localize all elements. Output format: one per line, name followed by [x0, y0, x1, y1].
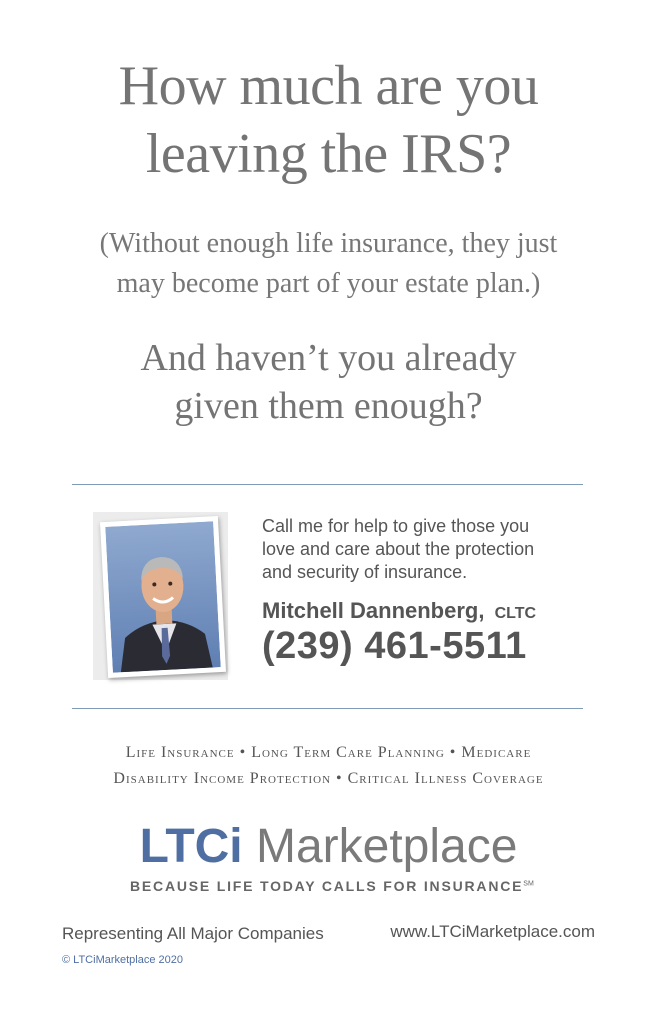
footer-website-link[interactable]: www.LTCiMarketplace.com	[390, 922, 595, 941]
agent-name	[262, 598, 602, 624]
services-list	[0, 740, 657, 792]
agent-portrait-image	[105, 521, 220, 672]
company-logo	[0, 818, 657, 876]
contact-pitch	[262, 515, 602, 584]
contact-block	[262, 515, 602, 668]
services-line-2: Disability Income Protection • Critical Illness Coverage	[113, 770, 544, 787]
question-line-1: And haven’t you already	[140, 337, 517, 379]
pitch-line-1: Call me for help to give those you	[262, 516, 530, 536]
headline-line-2: leaving the IRS?	[145, 123, 512, 185]
agent-photo	[100, 516, 226, 678]
agent-phone[interactable]: (239) 461-5511	[262, 625, 527, 667]
headline	[0, 52, 657, 188]
question-line-2: given them enough?	[174, 385, 483, 427]
footer-representing: Representing All Major Companies	[62, 924, 324, 943]
tagline-text: BECAUSE LIFE TODAY CALLS FOR INSURANCE	[130, 878, 524, 894]
service-mark: SM	[523, 880, 534, 888]
logo-part-marketplace: Marketplace	[255, 820, 518, 873]
question	[0, 334, 657, 430]
logo-tagline	[130, 878, 534, 894]
subhead	[0, 224, 657, 304]
copyright-notice: © LTCiMarketplace 2020	[62, 954, 184, 966]
services-line-1: Life Insurance • Long Term Care Planning • Medicare	[125, 744, 532, 761]
logo-part-ltci: LTCi	[139, 820, 243, 873]
pitch-line-2: love and care about the protection	[262, 539, 535, 559]
agent-credential: CLTC	[494, 605, 537, 622]
subhead-line-2: may become part of your estate plan.)	[116, 268, 541, 299]
pitch-line-3: and security of insurance.	[262, 562, 468, 582]
subhead-line-1: (Without enough life insurance, they just	[99, 228, 558, 259]
divider-bottom	[72, 708, 583, 709]
headline-line-1: How much are you	[118, 55, 539, 117]
agent-name-text: Mitchell Dannenberg,	[262, 598, 485, 623]
divider-top	[72, 484, 583, 485]
